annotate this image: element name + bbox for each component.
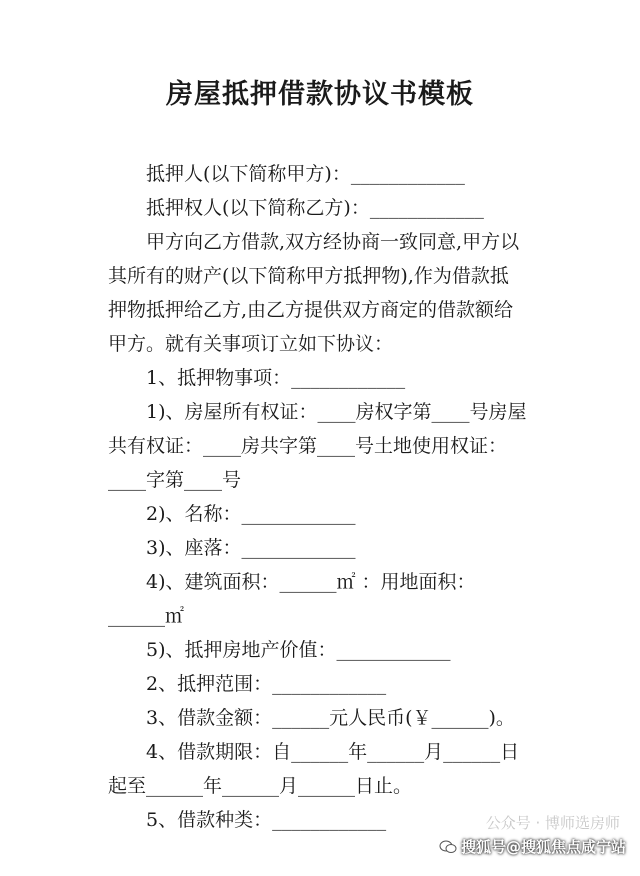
watermark-subtext: 公众号 · 博师选房师 [485, 814, 620, 832]
document-title: 房屋抵押借款协议书模板 [166, 79, 474, 110]
line-mortgagor: 抵押人(以下简称甲方)：____________ [146, 163, 465, 185]
line-item-1: 1、抵押物事项：____________ [146, 367, 406, 389]
watermark-text: 搜狐号@搜狐焦点咸宁站 [460, 838, 626, 856]
line-item-1-1a: 1)、房屋所有权证：____房权字第____号房屋 [146, 401, 527, 423]
line-item-1-1b: 共有权证：____房共字第____号土地使用权证： [108, 435, 508, 457]
line-item-1-2: 2)、名称：____________ [146, 503, 356, 525]
line-item-1-4b: ______㎡ [108, 605, 185, 627]
wechat-icon [439, 840, 457, 854]
line-item-4a: 4、借款期限：自______年______月______日 [146, 741, 520, 763]
line-intro-3: 押物抵押给乙方,由乙方提供双方商定的借款额给 [108, 299, 514, 321]
line-mortgagee: 抵押权人(以下简称乙方)：____________ [146, 197, 484, 219]
line-intro-2: 其所有的财产(以下简称甲方抵押物),作为借款抵 [108, 265, 509, 287]
line-item-2: 2、抵押范围：____________ [146, 673, 387, 695]
line-item-1-4a: 4)、建筑面积：______㎡ ：用地面积： [146, 571, 476, 593]
line-item-1-5: 5)、抵押房地产价值：____________ [146, 639, 451, 661]
line-item-5: 5、借款种类：____________ [146, 809, 387, 831]
line-item-1-1c: ____字第____号 [108, 469, 242, 491]
line-intro-4: 甲方。就有关事项订立如下协议： [108, 333, 394, 355]
line-item-4b: 起至______年______月______日止。 [108, 775, 413, 797]
line-item-3: 3、借款金额：______元人民币(￥______)。 [146, 707, 515, 729]
line-item-1-3: 3)、座落：____________ [146, 537, 356, 559]
line-intro-1: 甲方向乙方借款,双方经协商一致同意,甲方以 [146, 231, 520, 253]
watermark [439, 836, 626, 857]
